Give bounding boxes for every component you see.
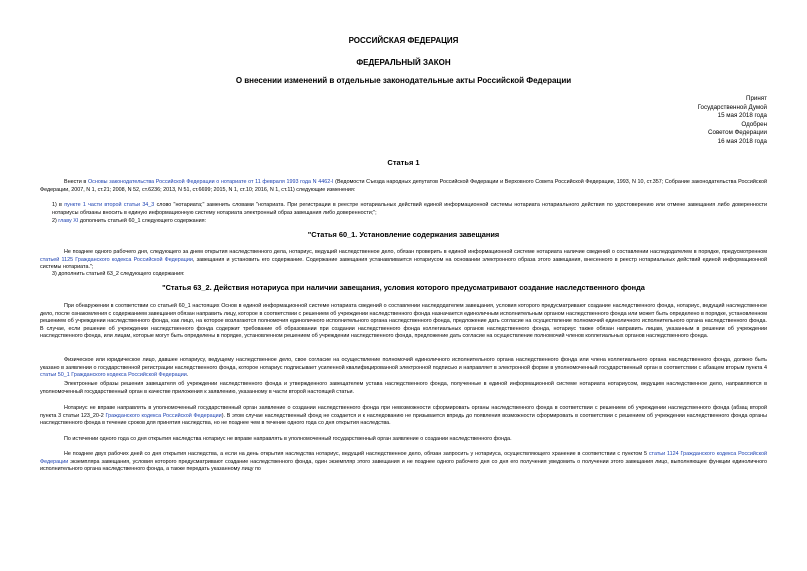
adopted-line: Принят bbox=[746, 95, 767, 102]
intro-paragraph bbox=[40, 179, 767, 194]
paragraph-2-text: Физическое или юридическое лицо, давшее нотариусу, ведущему наследственное дело, свое согласие на осуществление полномочий единоличного исполнительного органа наследственного фонда или члена коллегиального органа наследственного фонда, должно быть указано в заявлении о государственной регистрации наследственного фонда, которое нотариус подписывает усиленной квалифицированной электронной подписью и направляет в электронной форме в уполномоченный государственный орган в соответствии с абзацем вторым пункта 4 bbox=[40, 357, 767, 371]
approved-line: Советом Федерации bbox=[708, 129, 767, 137]
article-63-2-paragraph-6 bbox=[40, 451, 767, 474]
article-60-1-text: Не позднее одного рабочего дня, следующего за днем открытия наследственного дела, нотариус, ведущий наследственное дело, обязан проверить в единой информационной системе нотариата наличие сведений о составлении наследодателем в порядке, предусмотренном bbox=[64, 249, 767, 255]
link-article-34-3[interactable]: пункте 1 части второй статьи 34_3 bbox=[64, 202, 155, 208]
law-title: О внесении изменений в отдельные законодательные акты Российской Федерации bbox=[235, 76, 572, 85]
item-1-text: 1) в bbox=[52, 202, 65, 208]
link-civil-code[interactable]: Гражданского кодекса Российской Федерации bbox=[105, 412, 222, 419]
link-article-1125[interactable]: статьей 1125 Гражданского кодекса Российской Федерации bbox=[40, 256, 193, 263]
article-63-2-paragraph-4 bbox=[40, 405, 767, 428]
item-1 bbox=[40, 202, 767, 217]
paragraph-6-text-post: экземпляра завещания, условия которого предусматривают создание наследственного фонда, один экземпляр этого завещания и не позднее одного рабочего дня со дня его получения уведомить о получении этого завещания лицо, выполняющее функции единоличного исполнительного органа наследственного фонда, а также передать указанному лицу по bbox=[40, 458, 767, 473]
approved-line: Одобрен bbox=[741, 120, 767, 128]
item-2-text: 2) bbox=[52, 218, 59, 224]
article-63-2-paragraph-1: При обнаружении в соответствии со статьей 60_1 настоящих Основ в единой информационной системе нотариата сведений о составлении наследодателем завещания, условия которого предусматривают создание наследственного фонда, нотариус, ведущий наследственное дело, после ознакомления с содержанием завещания обязан направить лицу, которое в соответствии с решением об учреждении наследственного фонда назначается единоличным исполнительным органом наследственного фонда или может быть определено в порядке, установленном решением об учреждении наследственного фонда, как лицо, на которое возлагаются полномочия единоличного исполнительного органа наследственного фонда, предложение дать согласие на осуществление полномочий единоличного исполнительного органа наследственного фонда. В случае, если решение об учреждении наследственного фонда содержит требование об образовании при создании наследственного фонда коллегиальных органов наследственного фонда, нотариус также обязан направить лицам, указанным в решении об учреждении наследственного фонда, или лицам, которые могут быть определены в порядке, установленном решением об учреждении наследственного фонда, предложение дать согласие на осуществление полномочий членов коллегиальных органов наследственного фонда. bbox=[40, 303, 767, 340]
article-60-1-paragraph bbox=[40, 249, 767, 272]
item-1-text-post: слово "нотариата;" заменить словами "нотариата. При регистрации в реестре нотариальных действий единой информационной системы нотариата нотариального действия по удостоверению или отмене завещания либо доверенности нотариусы обязаны вносить в единую информационную систему нотариата электронный образ завещания либо доверенности;"; bbox=[52, 202, 768, 216]
paragraph-2-text-post: . bbox=[186, 372, 189, 379]
paragraph-6-text: Не позднее двух рабочих дней со дня открытия наследства, а если на день открытия наследства нотариус, ведущий наследственное дело, обязан запросить у нотариуса, осуществляющего хранение в соответствии с пунктом 5 bbox=[64, 451, 649, 457]
link-article-1124[interactable]: статьи 1124 Гражданского кодекса Российской Федерации bbox=[40, 451, 767, 465]
intro-text-post: (Ведомости Съезда народных депутатов Российской Федерации и Верховного Совета Российской Федерации, 1993, N 10, ст.357; Собрание законодательства Российской Федерации, 2007, N 1, ст.21; 2008, N 52, ст.6236; 2013, N 51, ст.6699; 2015, N 1, ст.10; 2016, N 1, ст.11) следующие изменения: bbox=[40, 179, 768, 193]
adoption-block bbox=[627, 95, 767, 147]
item-2-text-post: дополнить статьей 60_1 следующего содержания: bbox=[78, 218, 207, 224]
adopted-line: Государственной Думой bbox=[697, 103, 767, 111]
country-title: РОССИЙСКАЯ ФЕДЕРАЦИЯ bbox=[348, 36, 459, 45]
article-63-2-heading: "Статья 63_2. Действия нотариуса при наличии завещания, условия которого предусматривают создание наследственного фонда bbox=[162, 283, 645, 292]
paragraph-4-text: Нотариус не вправе направлять в уполномоченный государственный орган заявление о создании наследственного фонда при невозможности сформировать органы наследственного фонда в соответствии с решением об учреждении наследственного фонда (абзац второй пункта 3 статьи 123_20-2 bbox=[40, 405, 767, 419]
law-type-title: ФЕДЕРАЛЬНЫЙ ЗАКОН bbox=[356, 58, 451, 67]
link-article-50-1[interactable]: статьи 50_1 Гражданского кодекса Российской Федерации bbox=[40, 372, 187, 379]
article-60-1-heading: "Статья 60_1. Установление содержания завещания bbox=[307, 230, 500, 239]
article-63-2-paragraph-3: Электронные образы решения завещателя об учреждении наследственного фонда и утвержденного завещателем устава наследственного фонда, полученные в единой информационной системе нотариата нотариусом, ведущим наследственное дело, направляются в уполномоченный государственный орган в качестве приложения к заявлению, указанному в части второй настоящей статьи. bbox=[40, 381, 767, 395]
article-63-2-paragraph-5: По истечении одного года со дня открытия наследства нотариус не вправе направлять в уполномоченный государственный орган заявление о создании наследственного фонда. bbox=[64, 436, 512, 442]
article-1-title: Статья 1 bbox=[387, 158, 420, 167]
intro-text: Внести в bbox=[64, 179, 88, 185]
item-3: 3) дополнить статьей 63_2 следующего содержания: bbox=[52, 271, 185, 277]
approved-date: 16 мая 2018 года bbox=[717, 137, 767, 145]
paragraph-4-text-post: ). В этом случае наследственный фонд не создается и к наследованию не призывается впредь до появления возможности сформировать в соответствии с решением об учреждении наследственного фонда органы наследственного фонда в течение сроков для принятия наследства, но не позднее чем в течение одного года со дня открытия наследства. bbox=[40, 412, 767, 427]
article-63-2-paragraph-2 bbox=[40, 357, 767, 380]
article-60-1-text-post: , завещания и установить его содержание. Содержание завещания устанавливается нотариусом на основании электронного образа этого завещания, внесенного в реестр нотариальных действий единой информационной системы нотариата."; bbox=[40, 256, 767, 271]
item-2 bbox=[40, 218, 767, 226]
adopted-date: 15 мая 2018 года bbox=[717, 112, 767, 120]
link-notary-law[interactable]: Основы законодательства Российской Федерации о нотариате от 11 февраля 1993 года N 4462-I bbox=[87, 179, 334, 185]
link-chapter-xi[interactable]: главу XI bbox=[58, 218, 79, 224]
